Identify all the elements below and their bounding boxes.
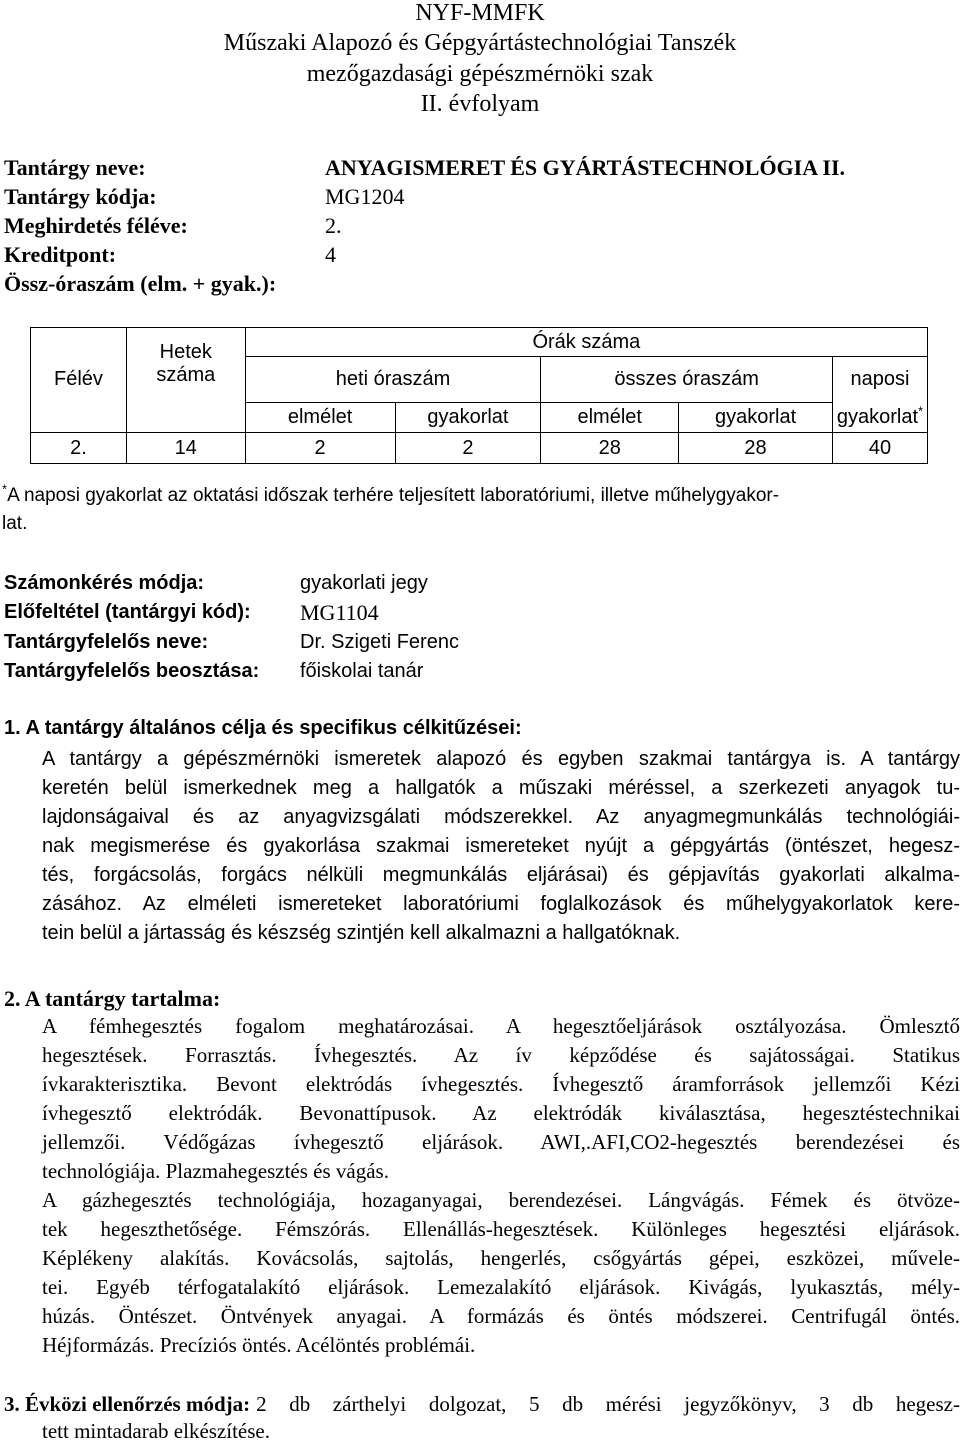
cell-hetek: 14 xyxy=(126,433,245,464)
subject-code-label: Tantárgy kódja: xyxy=(4,184,157,209)
header-felev: Félév xyxy=(31,357,127,403)
cell-osszes-elmelet: 28 xyxy=(541,433,679,464)
section3-line1: 2 db zárthelyi dolgozat, 5 db mérési jegyzőkönyv, 3 db hegesz- xyxy=(256,1392,960,1416)
cell-osszes-gyakorlat: 28 xyxy=(679,433,833,464)
cell-felev: 2. xyxy=(31,433,127,464)
department-name: Műszaki Alapozó és Gépgyártástechnológiai Tanszék xyxy=(223,30,737,56)
header-hetek: Hetek száma xyxy=(126,357,245,403)
semester-value: 2. xyxy=(325,213,342,238)
responsible-title-label: Tantárgyfelelős beosztása: xyxy=(4,660,260,682)
table-row xyxy=(31,433,928,464)
cell-heti-gyakorlat: 2 xyxy=(395,433,541,464)
section1-title: 1. A tantárgy általános célja és specifikus célkitűzései: xyxy=(4,717,522,739)
section3 xyxy=(4,1391,960,1445)
header-naposi: naposi xyxy=(832,357,927,403)
subject-name-label: Tantárgy neve: xyxy=(4,155,146,180)
program-name: mezőgazdasági gépészmérnöki szak xyxy=(306,61,654,87)
prerequisite-label: Előfeltétel (tantárgyi kód): xyxy=(4,601,251,623)
exam-method-value: gyakorlati jegy xyxy=(300,572,428,594)
col-felev xyxy=(31,328,127,357)
exam-method-label: Számonkérés módja: xyxy=(4,572,205,594)
header-osszes-gyakorlat: gyakorlat xyxy=(679,403,833,433)
section2-body: A fémhegesztés fogalom meghatározásai. A hegesztőeljárások osztályozása. Ömlesztő hegesztések. Forrasztás. Ívhegesztés. Az ív képződése és sajátosságai. Statikus ívkarakterisztika. Bevont elektródás ívhegesztés. Ívhegesztő áramforrások jellemzői Kézi ívhegesztő elektródák. Bevonattípusok. Az elektródák kiválasztása, hegesztéstechnikai jellemzői. Védőgázas ívhegesztő eljárások. AWI,.AFI,CO2-hegesztés berendezései és technológiája. Plazmahegesztés és vágás. A gázhegesztés technológiája, hozaganyagai, berendezései. Lángvágás. Fémek és ötvöze- tek hegeszthetősége. Fémszórás. Ellenállás-hegesztések. Különleges hegesztési eljárások. Képlékeny alakítás. Kovácsolás, sajtolás, hengerlés, csőgyártás gépei, eszközei, művele- tei. Egyéb térfogatalakító eljárások. Lemezalakító eljárások. Kivágás, lyukasztás, mély- húzás. Öntészet. Öntvények anyagai. A formázás és öntés módszerei. Centrifugál öntés. Héjformázás. Precíziós öntés. Acélöntés problémái. xyxy=(42,1014,960,1357)
semester-label: Meghirdetés féléve: xyxy=(4,213,188,238)
responsible-name-label: Tantárgyfelelős neve: xyxy=(4,631,209,653)
cell-naposi-gyakorlat: 40 xyxy=(832,433,927,464)
header-osszes-oraszam: összes óraszám xyxy=(541,357,833,403)
total-hours-label: Össz-óraszám (elm. + gyak.): xyxy=(4,271,277,296)
section1-body: A tantárgy a gépészmérnöki ismeretek alapozó és egyben szakmai tantárgya is. A tantárgy keretén belül ismerkednek meg a hallgatók a műszaki méréssel, a szerkezeti anyagok tu- lajdonságaival és az anyagvizsgálati módszerekkel. Az anyagmegmunkálás technológiái- nak megismerése és gyakorlása szakmai ismereteket nyújt a gépgyártás (öntészet, hegesz- tés, forgácsolás, forgács nélküli megmunkálás eljárásai) és gépjavítás gyakorlati alkalma- zásához. Az elméleti ismereteket laboratóriumi foglalkozások és műhelygyakorlatok kere- tein belül a jártasság és készség szintjén kell alkalmazni a hallgatóknak. xyxy=(42,748,960,944)
institution-code: NYF-MMFK xyxy=(415,0,545,26)
section2-title: 2. A tantárgy tartalma: xyxy=(4,986,221,1011)
header-heti-gyakorlat: gyakorlat xyxy=(395,403,541,433)
responsible-title-value: főiskolai tanár xyxy=(300,660,424,682)
header-orak-szama: Órák száma xyxy=(245,328,927,357)
header-osszes-elmelet: elmélet xyxy=(541,403,679,433)
subject-name-value: ANYAGISMERET ÉS GYÁRTÁSTECHNOLÓGIA II. xyxy=(325,155,846,180)
credit-label: Kreditpont: xyxy=(4,242,117,267)
header-naposi-gyakorlat: gyakorlat* xyxy=(832,403,927,433)
cell-heti-elmelet: 2 xyxy=(245,433,395,464)
section3-line2: tett mintadarab elkészítése. xyxy=(42,1419,270,1443)
header-heti-elmelet: elmélet xyxy=(245,403,395,433)
footnote-line2: lat. xyxy=(2,513,28,534)
hours-table xyxy=(30,327,928,464)
footnote-line1: *A naposi gyakorlat az oktatási időszak terhére teljesített laboratóriumi, illetve műhelygyakor- xyxy=(2,481,780,506)
year-level: II. évfolyam xyxy=(420,91,540,117)
section3-title: 3. Évközi ellenőrzés módja: xyxy=(4,1392,251,1416)
prerequisite-value: MG1104 xyxy=(300,600,379,625)
header-heti-oraszam: heti óraszám xyxy=(245,357,541,403)
credit-value: 4 xyxy=(325,242,336,267)
responsible-name-value: Dr. Szigeti Ferenc xyxy=(300,631,459,653)
subject-code-value: MG1204 xyxy=(325,184,405,209)
